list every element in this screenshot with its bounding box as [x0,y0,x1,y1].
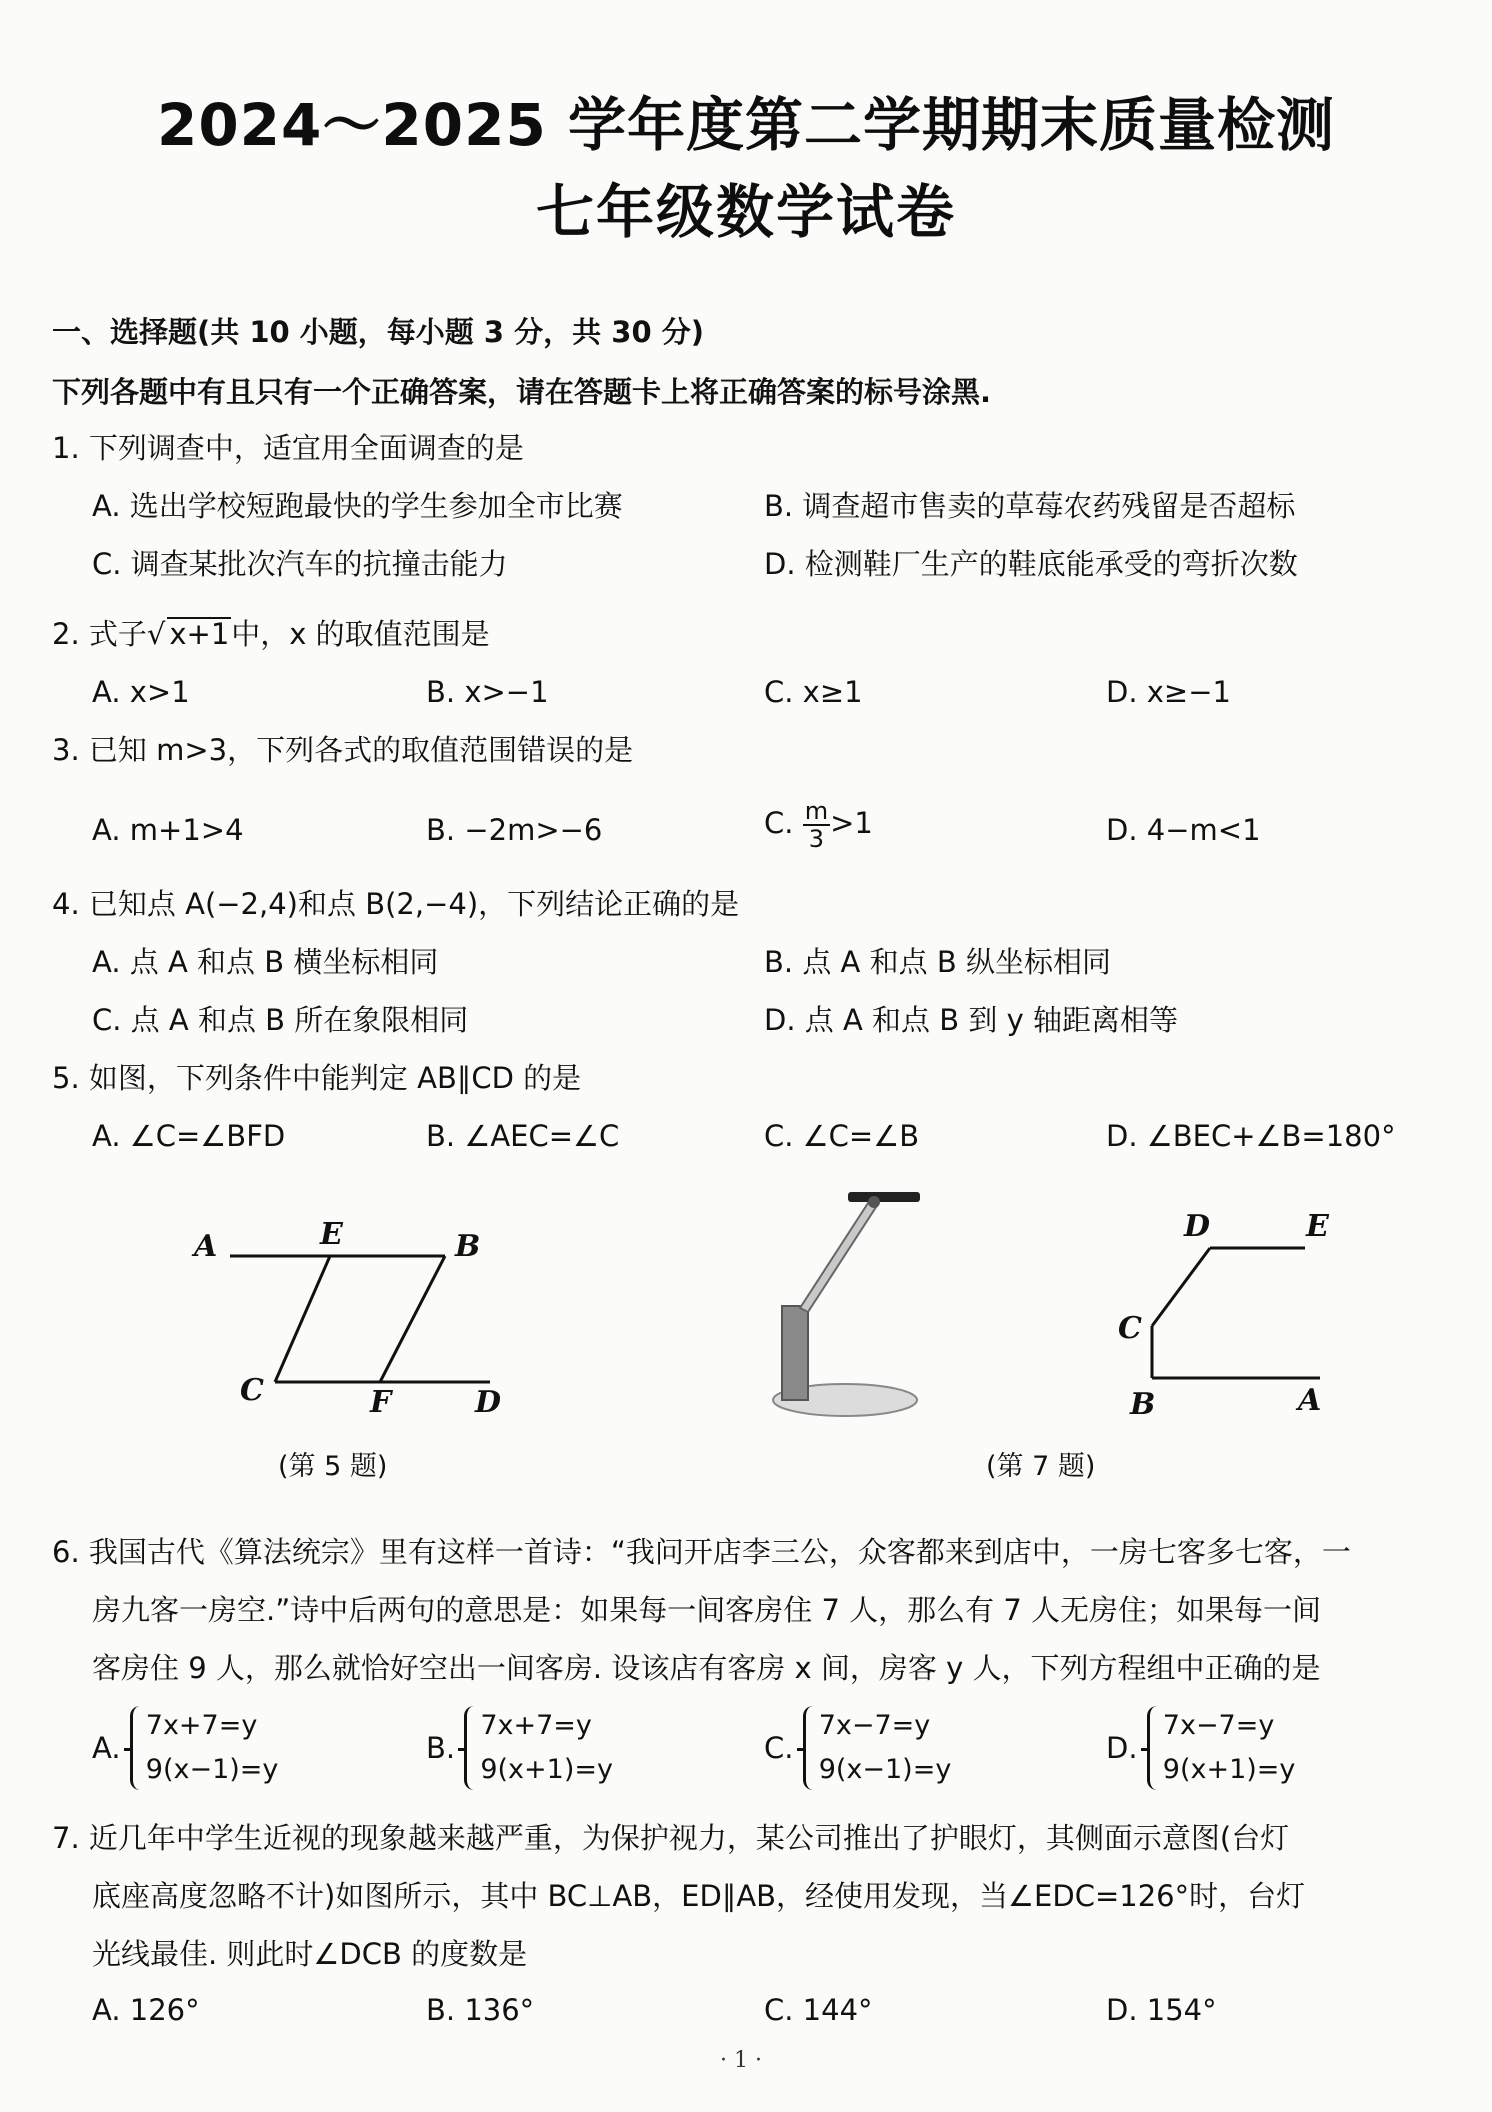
equation: 7x+7=y [480,1710,592,1741]
q1-option-d: D. 检测鞋厂生产的鞋底能承受的弯折次数 [764,547,1298,581]
q7-line2: 底座高度忽略不计)如图所示，其中 BC⊥AB，ED∥AB，经使用发现，当∠EDC=126°时，台灯 [92,1879,1306,1913]
q2-option-c: C. x≥1 [764,675,863,709]
label-d: D [1184,1209,1211,1244]
brace-icon [130,1706,145,1790]
exam-title: 2024～2025 学年度第二学期期末质量检测 [156,91,1336,159]
equation: 9(x−1)=y [818,1754,952,1785]
label-f: F [370,1385,392,1420]
q6-option-d [1106,1704,1295,1792]
desk-lamp-image [760,1186,930,1426]
q2-option-a: A. x>1 [92,675,190,709]
q1-option-b: B. 调查超市售卖的草莓农药残留是否超标 [764,489,1296,523]
page-number: · 1 · [720,2048,762,2073]
q6-option-c-label: C. [764,1731,794,1765]
q2-stem-suffix: 中，x 的取值范围是 [231,617,490,651]
q1-stem: 1. 下列调查中，适宜用全面调查的是 [52,431,524,465]
q5-option-c: C. ∠C=∠B [764,1119,920,1153]
brace-icon [464,1706,479,1790]
q3-option-c-label: C. [764,806,794,840]
q6-option-a-label: A. [92,1731,121,1765]
segment-dc [1152,1248,1210,1326]
q2-option-b: B. x>−1 [426,675,549,709]
sqrt-icon: √ [146,617,166,651]
label-c: C [1118,1311,1142,1346]
equation: 7x−7=y [1162,1710,1275,1741]
brace-icon [1147,1706,1162,1790]
q5-option-b: B. ∠AEC=∠C [426,1119,620,1153]
label-a: A [1298,1383,1322,1418]
q5-stem: 5. 如图，下列条件中能判定 AB∥CD 的是 [52,1061,582,1095]
q3-option-b: B. −2m>−6 [426,813,603,847]
q5-option-d: D. ∠BEC+∠B=180° [1106,1119,1396,1153]
q1-option-a: A. 选出学校短跑最快的学生参加全市比赛 [92,489,623,523]
q4-option-a: A. 点 A 和点 B 横坐标相同 [92,945,439,979]
q1-option-c: C. 调查某批次汽车的抗撞击能力 [92,547,508,581]
q2-radicand: x+1 [169,617,230,651]
exam-subtitle: 七年级数学试卷 [535,178,956,246]
q7-option-d: D. 154° [1106,1993,1217,2027]
q4-option-b: B. 点 A 和点 B 纵坐标相同 [764,945,1111,979]
equation: 9(x+1)=y [480,1754,613,1785]
brace-icon [803,1706,818,1790]
q4-option-d: D. 点 A 和点 B 到 y 轴距离相等 [764,1003,1178,1037]
q6-line3: 客房住 9 人，那么就恰好空出一间客房. 设该店有客房 x 间，房客 y 人，下列方程组中正确的是 [92,1651,1321,1685]
equation-system [464,1704,613,1792]
equation: 7x−7=y [818,1710,931,1741]
fraction-numerator: m [804,797,829,825]
q4-option-c: C. 点 A 和点 B 所在象限相同 [92,1003,469,1037]
q2-stem-prefix: 2. 式子 [52,617,147,651]
q6-option-a [92,1704,278,1792]
q6-option-c [764,1704,951,1792]
q7-option-c: C. 144° [764,1993,873,2027]
q7-line1: 7. 近几年中学生近视的现象越来越严重，为保护视力，某公司推出了护眼灯，其侧面示意图(台灯 [52,1821,1290,1855]
q3-option-a: A. m+1>4 [92,813,244,847]
equation: 9(x+1)=y [1162,1754,1296,1785]
q3-option-c [764,798,873,852]
section-heading: 一、选择题(共 10 小题，每小题 3 分，共 30 分) [52,315,704,349]
equation-system [1147,1704,1296,1792]
q5-option-a: A. ∠C=∠BFD [92,1119,286,1153]
fraction [803,798,830,852]
q3-option-d: D. 4−m<1 [1106,813,1261,847]
figure-q5-caption: (第 5 题) [278,1451,388,1482]
fraction-denominator: 3 [808,825,825,853]
line-bf [380,1256,445,1382]
line-ec [275,1256,330,1382]
q7-option-b: B. 136° [426,1993,535,2027]
q3-option-c-rest: >1 [830,806,873,840]
q6-line2: 房九客一房空.”诗中后两句的意思是：如果每一间客房住 7 人，那么有 7 人无房住；如果每一间 [92,1593,1322,1627]
q6-option-d-label: D. [1106,1731,1138,1765]
label-b: B [1130,1387,1156,1422]
label-a: A [194,1229,218,1264]
equation-system [130,1704,279,1792]
label-d: D [475,1385,502,1420]
q6-line1: 6. 我国古代《算法统宗》里有这样一首诗：“我问开店李三公，众客都来到店中，一房七客多七客，一 [52,1535,1351,1569]
label-b: B [455,1229,481,1264]
q4-stem: 4. 已知点 A(−2,4)和点 B(2,−4)，下列结论正确的是 [52,887,740,921]
q6-option-b [426,1704,613,1792]
section-instruction: 下列各题中有且只有一个正确答案，请在答题卡上将正确答案的标号涂黑. [52,375,992,409]
q6-option-b-label: B. [426,1731,456,1765]
figure-q7-caption: (第 7 题) [986,1451,1096,1482]
equation: 7x+7=y [145,1710,258,1741]
equation: 9(x−1)=y [145,1754,279,1785]
q2-option-d: D. x≥−1 [1106,675,1231,709]
figure-q5-parallelogram [180,1200,520,1430]
label-e: E [1306,1209,1329,1244]
equation-system [803,1704,952,1792]
figure-q7-lamp-diagram [1100,1196,1360,1426]
q3-stem: 3. 已知 m>3，下列各式的取值范围错误的是 [52,733,634,767]
q7-option-a: A. 126° [92,1993,200,2027]
q2-stem [52,614,490,654]
q7-line3: 光线最佳. 则此时∠DCB 的度数是 [92,1937,528,1971]
label-c: C [240,1373,264,1408]
label-e: E [320,1217,343,1252]
